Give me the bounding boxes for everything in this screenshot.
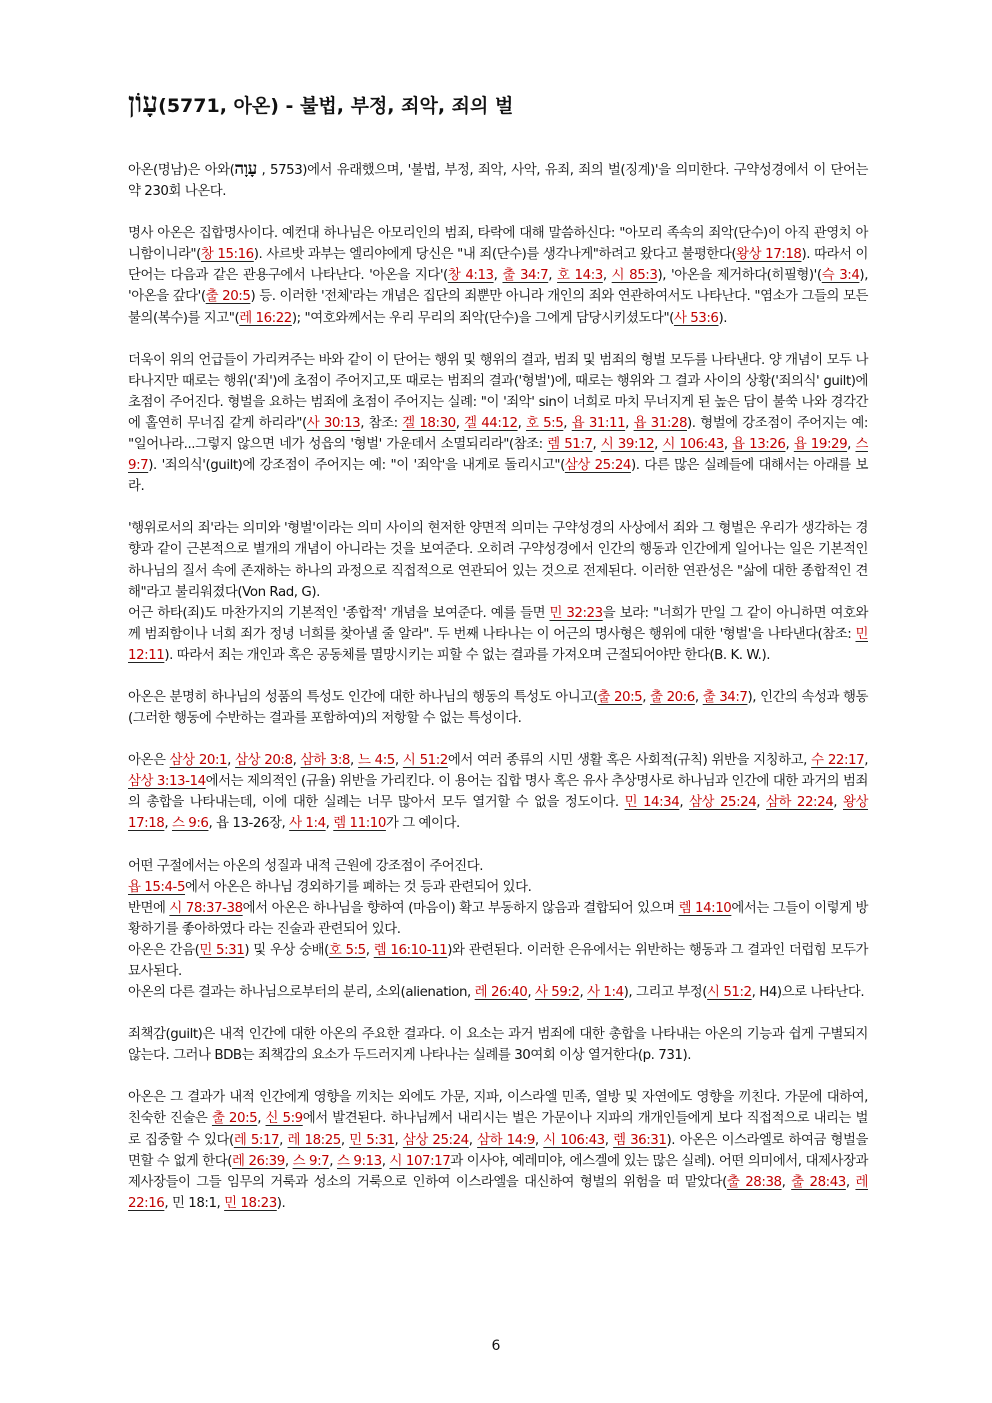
body-text: , 5753)에서 유래했으며, '불법, 부정, 죄악, 사악, 유죄, 죄의 벌(징계)'을 의미한다. 구약성경에서 이 단어는 약 230회 나온다. — [128, 163, 868, 200]
scripture-reference-link[interactable]: 시 106:43 — [662, 437, 724, 453]
scripture-reference-link[interactable]: 왕상 17:18 — [736, 247, 802, 263]
body-text: ). — [718, 310, 728, 326]
scripture-reference-link[interactable]: 렘 14:10 — [678, 900, 732, 916]
body-text: ), '아온을 제거하다(히필형)'( — [657, 268, 822, 284]
body-text: , — [284, 1153, 293, 1169]
body-text: , 민 18:1, — [164, 1195, 225, 1211]
scripture-reference-link[interactable]: 느 4:5 — [357, 753, 395, 769]
body-text: , — [642, 689, 651, 705]
scripture-reference-link[interactable]: 삼하 14:9 — [477, 1132, 535, 1148]
body-text: 에서 여러 종류의 시민 생활 혹은 사회적(규칙) 위반을 지칭하고, — [447, 753, 812, 769]
body-text: '행위로서의 죄'라는 의미와 '형벌'이라는 의미 사이의 현저한 양면적 의미는 구약성경의 사상에서 죄와 그 형벌은 우리가 생각하는 경향과 같이 근본적으로 별개의 개념이 아니라는 것을 보여준다. 오히려 구약성경에서 인간의 행동과 인간에게 일어나는 일은 기본적인 하나님의 질서 속에 존재하는 하나의 과정으로 직접적으로 연관되어 있는 것으로 전제된다. 이러한 연관성은 "삶에 대한 종합적인 견해"라고 불리워졌다(Von Rad, G). — [128, 521, 868, 600]
scripture-reference-link[interactable]: 출 34:7 — [702, 689, 748, 705]
body-paragraph — [128, 1024, 868, 1066]
scripture-reference-link[interactable]: 사 30:13 — [306, 415, 361, 431]
body-paragraph — [128, 898, 868, 940]
scripture-reference-link[interactable]: 욥 15:4-5 — [128, 879, 186, 895]
body-text: , — [164, 816, 172, 832]
scripture-reference-link[interactable]: 욥 31:28 — [633, 415, 688, 431]
body-paragraph — [128, 223, 868, 328]
body-text: , — [227, 753, 236, 769]
scripture-reference-link[interactable]: 신 5:9 — [265, 1111, 303, 1127]
body-paragraph — [128, 856, 868, 877]
scripture-reference-link[interactable]: 렘 51:7 — [547, 437, 593, 453]
body-text: , — [654, 437, 663, 453]
scripture-reference-link[interactable]: 왕상 17:18 — [128, 795, 868, 832]
title-text: (5771, 아온) - 불법, 부정, 죄악, 죄의 벌 — [158, 95, 514, 117]
body-text: ). 따라서 이 단어는 다음과 같은 관용구에서 나타난다. '아온을 지다'( — [128, 247, 869, 284]
scripture-reference-link[interactable]: 시 78:37-38 — [169, 900, 243, 916]
scripture-reference-link[interactable]: 호 5:5 — [328, 942, 366, 958]
body-text: 아온은 분명히 하나님의 성품의 특성도 인간에 대한 하나님의 행동의 특성도 아니고( — [128, 689, 598, 705]
body-text: 에서 아온은 하나님 경외하기를 폐하는 것 등과 관련되어 있다. — [185, 879, 532, 895]
scripture-reference-link[interactable]: 스 9:7 — [292, 1153, 330, 1169]
body-text: , — [785, 437, 794, 453]
scripture-reference-link[interactable]: 삼상 20:1 — [169, 753, 228, 769]
document-body — [128, 159, 868, 1214]
body-text: , — [833, 795, 843, 811]
scripture-reference-link[interactable]: 렘 36:31 — [613, 1132, 667, 1148]
body-text: 어근 하타(죄)도 마찬가지의 기본적인 '종합적' 개념을 보여준다. 예를 들면 — [128, 605, 550, 621]
body-paragraph — [128, 750, 868, 834]
body-text: , H4)으로 나타난다. — [751, 985, 865, 1001]
body-text: , — [325, 816, 334, 832]
body-text: 에서 발견된다. 하나님께서 내리시는 벌은 가문이나 지파의 개개인들에게 보다 직접적으로 내리는 벌로 집중할 수 있다( — [128, 1111, 869, 1148]
scripture-reference-link[interactable]: 시 51:2 — [707, 985, 752, 1001]
scripture-reference-link[interactable]: 삼상 25:24 — [564, 458, 631, 474]
body-text: 어떤 구절에서는 아온의 성질과 내적 근원에 강조점이 주어진다. — [128, 858, 484, 874]
scripture-reference-link[interactable]: 시 106:43 — [543, 1132, 605, 1148]
scripture-reference-link[interactable]: 창 15:16 — [200, 247, 254, 263]
body-text: )와 관련된다. 이러한 은유에서는 위반하는 행동과 그 결과인 더럽힘 모두가 묘사된다. — [128, 942, 868, 979]
scripture-reference-link[interactable]: 수 22:17 — [811, 753, 865, 769]
body-text: ), '아온을 갚다'( — [128, 268, 869, 305]
scripture-reference-link[interactable]: 레 22:16 — [128, 1174, 868, 1211]
body-text: , — [864, 753, 868, 769]
body-paragraph — [128, 518, 868, 602]
body-text: , — [845, 1174, 856, 1190]
body-text: ) 및 우상 숭배( — [244, 942, 329, 958]
body-text: ). '죄의식'(guilt)에 강조점이 주어지는 예: "이 '죄악'을 내게로 돌리시고"( — [148, 458, 565, 474]
body-text: ). — [276, 1195, 286, 1211]
scripture-reference-link[interactable]: 렘 16:10-11 — [373, 942, 448, 958]
scripture-reference-link[interactable]: 민 18:23 — [224, 1195, 277, 1211]
body-text: , — [679, 795, 690, 811]
scripture-reference-link[interactable]: 삼상 25:24 — [402, 1132, 469, 1148]
body-text: , — [455, 415, 465, 431]
body-text: , — [329, 1153, 337, 1169]
page-number: 6 — [491, 1338, 501, 1354]
scripture-reference-link[interactable]: 삼상 20:8 — [235, 753, 293, 769]
scripture-reference-link[interactable]: 출 20:5 — [211, 1111, 258, 1127]
body-text: , 욥 13-26장, — [208, 816, 290, 832]
scripture-reference-link[interactable]: 욥 13:26 — [732, 437, 786, 453]
body-text: ). 사르밧 과부는 엘리야에게 당신은 "내 죄(단수)를 생각나게"하려고 왔다고 불평한다( — [253, 247, 737, 263]
scripture-reference-link[interactable]: 슥 3:4 — [821, 268, 860, 284]
body-paragraph — [128, 877, 868, 898]
scripture-reference-link[interactable]: 스 9:6 — [171, 816, 209, 832]
body-paragraph — [128, 940, 868, 982]
body-text: , — [257, 1111, 266, 1127]
scripture-reference-link[interactable]: 스 9:7 — [128, 437, 868, 474]
body-text: 아온은 — [128, 753, 170, 769]
body-text: , — [468, 1132, 478, 1148]
body-text: , — [381, 1153, 390, 1169]
body-paragraph — [128, 687, 868, 729]
body-text: , — [694, 689, 703, 705]
body-paragraph — [128, 159, 868, 202]
scripture-reference-link[interactable]: 민 32:23 — [549, 605, 603, 621]
body-text: 아온은 그 결과가 내적 인간에게 영향을 끼치는 외에도 가문, 지파, 이스라엘 민족, 열방 및 자연에도 영향을 끼친다. 가문에 대하여, 친숙한 진술은 — [128, 1090, 868, 1127]
hebrew-root-word: עָוָה — [234, 159, 257, 179]
body-text: 과 이사야, 예레미야, 에스겔에 있는 많은 실례). 어떤 의미에서, 대제사장과 제사장들이 그들 임무의 거룩과 성소의 거룩으로 인하여 이스라엘을 대신하여 형벌의 위험을 떠 맡았다( — [128, 1153, 868, 1190]
body-paragraph — [128, 603, 868, 666]
body-text: , — [493, 268, 503, 284]
scripture-reference-link[interactable]: 민 5:31 — [199, 942, 245, 958]
body-text: 아온의 다른 결과는 하나님으로부터의 분리, 소외(alienation, — [128, 985, 475, 1001]
scripture-reference-link[interactable]: 레 5:17 — [233, 1132, 280, 1148]
body-text: , — [279, 1132, 288, 1148]
body-text: , 참조: — [360, 415, 403, 431]
body-text: , — [723, 437, 733, 453]
body-text: 아온은 간음( — [128, 942, 200, 958]
scripture-reference-link[interactable]: 레 26:40 — [474, 985, 528, 1001]
body-text: , — [756, 795, 767, 811]
scripture-reference-link[interactable]: 스 9:13 — [336, 1153, 382, 1169]
body-text: 에서는 제의적인 (규율) 위반을 가리킨다. 이 용어는 집합 명사 혹은 유사 추상명사로 하나님과 인간에 대한 과거의 범죄의 총합을 나타내는데, 이에 대한 실례는 너무 많아서 모두 열거할 수 없을 정도이다. — [128, 774, 868, 811]
scripture-reference-link[interactable]: 레 26:39 — [232, 1153, 285, 1169]
scripture-reference-link[interactable]: 호 14:3 — [557, 268, 603, 284]
body-paragraph — [128, 982, 868, 1003]
scripture-reference-link[interactable]: 사 1:4 — [289, 816, 326, 832]
body-text: ), 인간의 속성과 행동(그러한 행동에 수반하는 결과를 포함하여)의 저항할 수 없는 특성이다. — [128, 689, 868, 727]
scripture-reference-link[interactable]: 렘 11:10 — [333, 816, 386, 832]
scripture-reference-link[interactable]: 욥 19:29 — [793, 437, 848, 453]
scripture-reference-link[interactable]: 시 107:17 — [389, 1153, 451, 1169]
body-text: 가 그 예이다. — [385, 816, 460, 832]
body-text: , — [548, 268, 558, 284]
body-text: , — [625, 415, 634, 431]
body-text: ). 아온은 이스라엘로 하여금 형벌을 면할 수 없게 한다( — [128, 1132, 869, 1169]
scripture-reference-link[interactable]: 삼상 3:13-14 — [128, 774, 206, 790]
body-text: ), 그리고 부정( — [623, 985, 708, 1001]
scripture-reference-link[interactable]: 시 39:12 — [600, 437, 655, 453]
scripture-reference-link[interactable]: 호 5:5 — [525, 415, 564, 431]
scripture-reference-link[interactable]: 사 59:2 — [534, 985, 580, 1001]
scripture-reference-link[interactable]: 민 5:31 — [349, 1132, 395, 1148]
scripture-reference-link[interactable]: 겔 44:12 — [464, 415, 518, 431]
body-text: , — [394, 753, 403, 769]
body-text: , — [592, 437, 601, 453]
body-text: ) 등. 이러한 '전체'라는 개념은 집단의 죄뿐만 아니라 개인의 죄와 연관하여서도 나타난다. "염소가 그들의 모든 불의(복수)를 지고"( — [128, 289, 868, 326]
body-text: , — [534, 1132, 544, 1148]
scripture-reference-link[interactable]: 출 28:38 — [726, 1174, 782, 1190]
body-text: ). 다른 많은 실례들에 대해서는 아래를 보라. — [128, 458, 868, 495]
scripture-reference-link[interactable]: 겔 18:30 — [402, 415, 456, 431]
body-text: ); "여호와께서는 우리 무리의 죄악(단수)을 그에게 담당시키셨도다"( — [291, 310, 674, 326]
body-text: , — [340, 1132, 350, 1148]
scripture-reference-link[interactable]: 욥 31:11 — [571, 415, 626, 431]
scripture-reference-link[interactable]: 창 4:13 — [447, 268, 494, 284]
scripture-reference-link[interactable]: 레 16:22 — [239, 310, 292, 326]
body-text: , — [847, 437, 856, 453]
body-text: 반면에 — [128, 900, 170, 916]
body-paragraph — [128, 1087, 868, 1214]
body-text: 명사 아온은 집합명사이다. 예컨대 하나님은 아모리인의 범죄, 타락에 대해 말씀하신다: "아모리 족속의 죄악(단수)이 아직 관영치 아니함이니라"( — [128, 226, 868, 263]
body-text: , — [579, 985, 588, 1001]
scripture-reference-link[interactable]: 사 53:6 — [673, 310, 719, 326]
body-text: , — [365, 942, 374, 958]
body-text: , — [394, 1132, 403, 1148]
body-text: , — [292, 753, 301, 769]
body-text: , — [781, 1174, 792, 1190]
body-text: , — [563, 415, 572, 431]
body-paragraph — [128, 350, 868, 498]
scripture-reference-link[interactable]: 민 14:34 — [624, 795, 680, 811]
body-text: 에서 아온은 하나님을 향하여 (마음이) 확고 부동하지 않음과 결합되어 있으며 — [242, 900, 679, 916]
page-title — [128, 88, 868, 121]
body-text: 더욱이 위의 언급들이 가리켜주는 바와 같이 이 단어는 행위 및 행위의 결과, 범죄 및 범죄의 형벌 모두를 나타낸다. 양 개념이 모두 나타나지만 때로는 행위('죄')에 초점이 주어지고,또 때로는 범죄의 결과('형벌')에, 때로는 행위와 그 결과 사이의 상황('죄의식' guilt)에 초점이 주어진다. 형벌을 요하는 범죄에 초점이 주어지는 실례: "이 '죄악' sin이 너희로 마치 무너지게 된 높은 담이 불쑥 나와 경각간에 홀연히 무너짐 같게 하리라"( — [128, 352, 868, 431]
body-text: , — [527, 985, 535, 1001]
body-text: , — [604, 1132, 614, 1148]
hebrew-word: עָוֹן — [128, 86, 159, 119]
scripture-reference-link[interactable]: 민 12:11 — [128, 626, 868, 663]
body-text: , — [349, 753, 358, 769]
scripture-reference-link[interactable]: 삼상 25:24 — [689, 795, 757, 811]
scripture-reference-link[interactable]: 사 1:4 — [587, 985, 624, 1001]
body-text: , — [602, 268, 612, 284]
body-text: 아온(명남)은 아와( — [128, 163, 235, 178]
scripture-reference-link[interactable]: 출 20:6 — [650, 689, 695, 705]
body-text: ). 따라서 죄는 개인과 혹은 공동체를 멸망시키는 피할 수 없는 결과를 가져오며 근절되어야만 한다(B. K. W.). — [164, 647, 771, 663]
body-text: 에서는 그들이 이렇게 방황하기를 좋아하였다 라는 진술과 관련되어 있다. — [128, 900, 868, 937]
scripture-reference-link[interactable]: 시 51:2 — [402, 753, 448, 769]
body-text: 을 보라: "너희가 만일 그 같이 아니하면 여호와께 범죄함이나 너희 죄가 정녕 너희를 찾아낼 줄 알라". 두 번째 나타나는 이 어근의 명사형은 행위에 대한 '형벌'을 나타낸다(참조: — [128, 605, 868, 642]
body-text: ). 형벌에 강조점이 주어지는 예: "일어나라...그렇지 않으면 네가 성읍의 '형벌' 가운데서 소멸되리라"(참조: — [128, 415, 868, 453]
body-text: , — [517, 415, 526, 431]
scripture-reference-link[interactable]: 삼하 22:24 — [766, 795, 834, 811]
scripture-reference-link[interactable]: 출 20:5 — [597, 689, 643, 705]
scripture-reference-link[interactable]: 레 18:25 — [287, 1132, 341, 1148]
scripture-reference-link[interactable]: 출 34:7 — [502, 268, 549, 284]
body-text: 죄책감(guilt)은 내적 인간에 대한 아온의 주요한 결과다. 이 요소는 과거 범죄에 대한 총합을 나타내는 아온의 기능과 쉽게 구별되지 않는다. 그러나 BDB는 죄책감의 요소가 두드러지게 나타나는 실례를 30여회 이상 열거한다(p. 731). — [128, 1027, 868, 1064]
scripture-reference-link[interactable]: 삼하 3:8 — [300, 753, 350, 769]
scripture-reference-link[interactable]: 시 85:3 — [611, 268, 658, 284]
scripture-reference-link[interactable]: 출 20:5 — [205, 289, 251, 305]
scripture-reference-link[interactable]: 출 28:43 — [791, 1174, 846, 1190]
document-page — [128, 88, 868, 1214]
